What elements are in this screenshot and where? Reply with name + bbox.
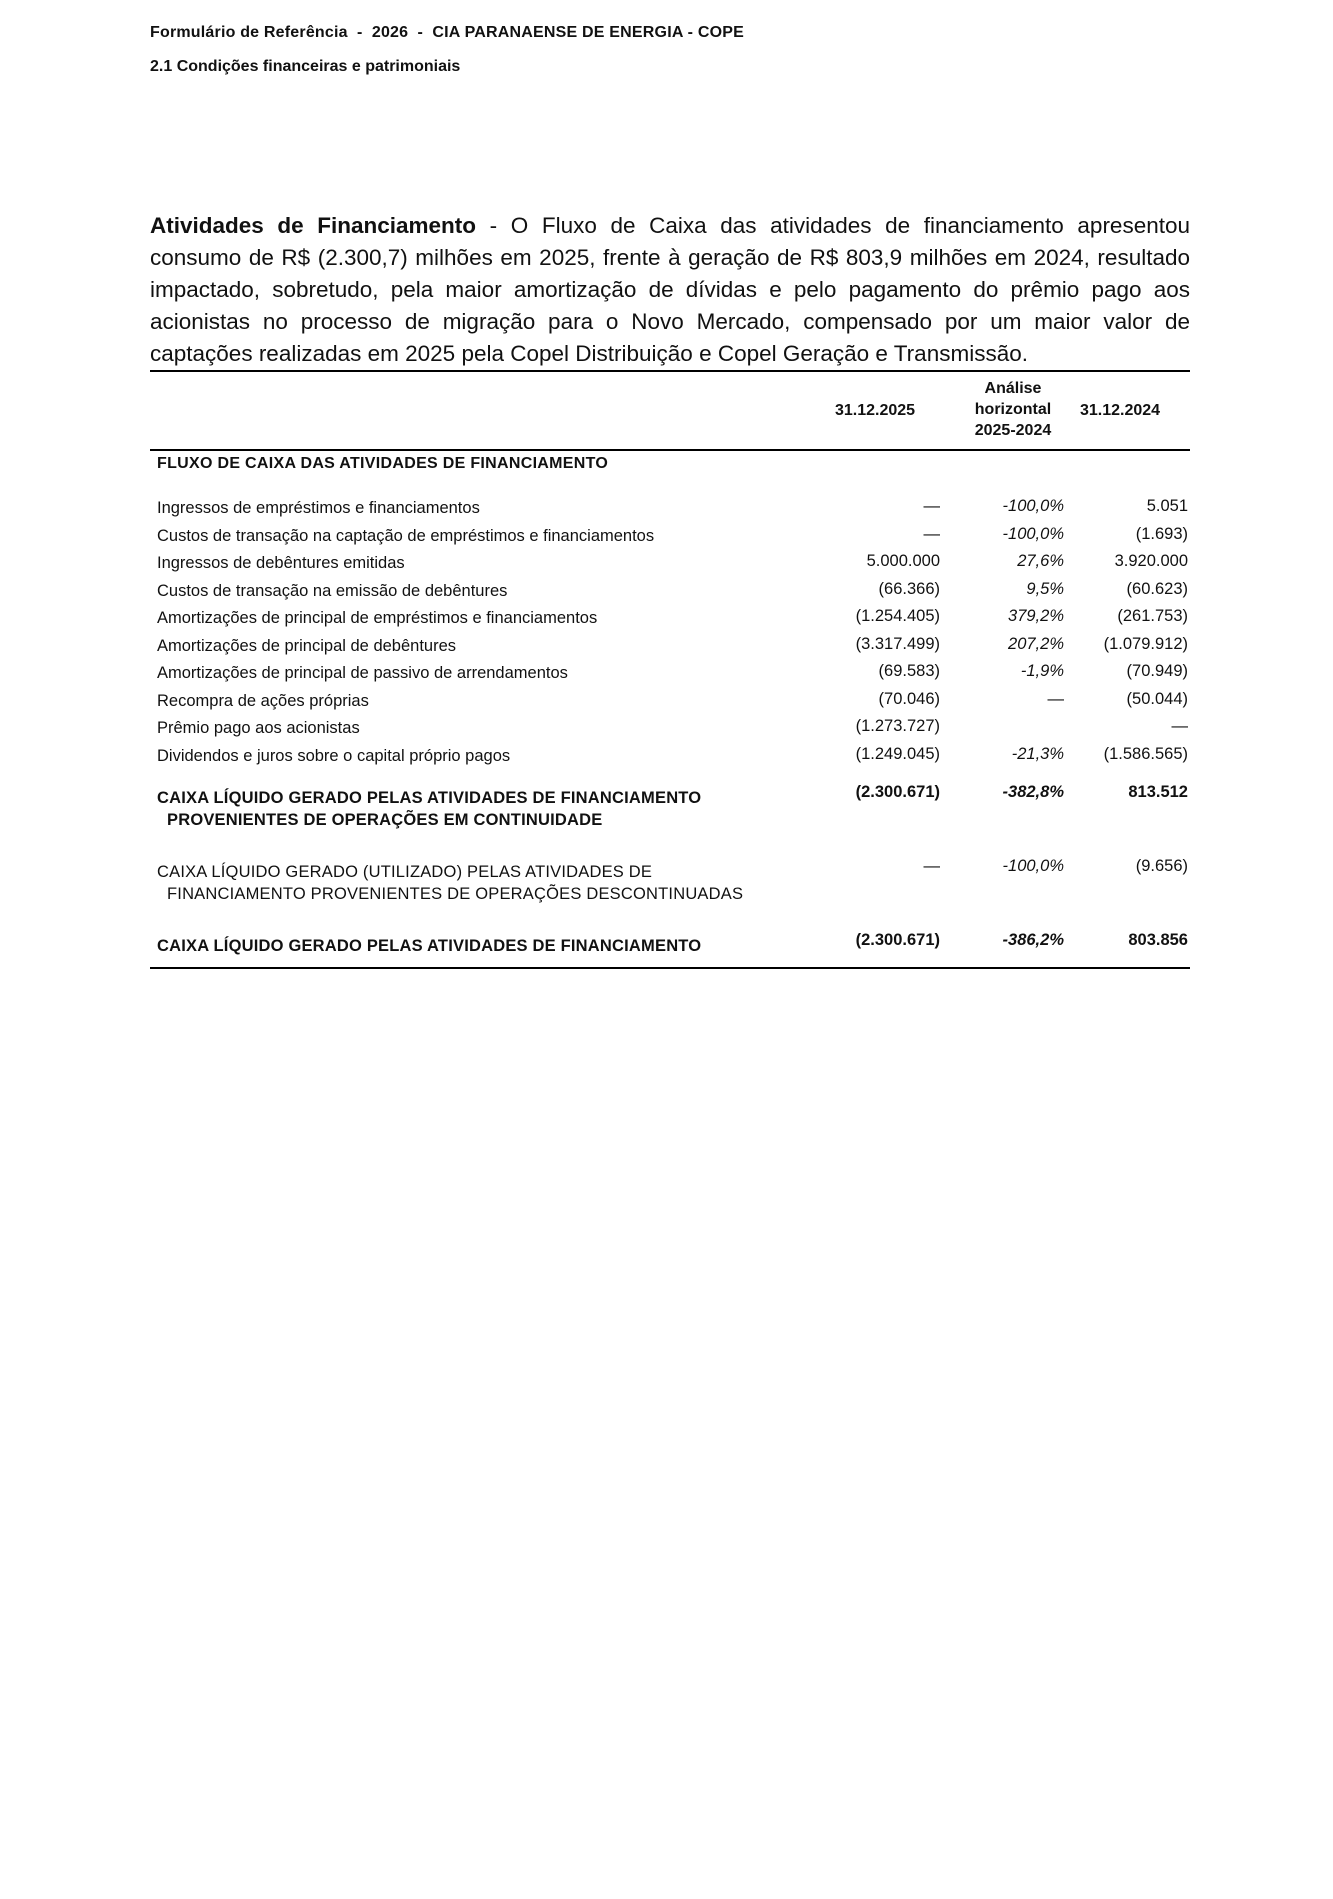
table-row bbox=[150, 658, 1190, 686]
row-value-2025: (1.273.727) bbox=[855, 717, 940, 735]
row-label: Dividendos e juros sobre o capital próprio pagos bbox=[157, 746, 511, 765]
row-variation: -21,3% bbox=[1011, 744, 1064, 763]
table-row bbox=[150, 713, 1190, 741]
column-header-horizontal-line3: 2025-2024 bbox=[974, 422, 1052, 439]
financing-total-2025: (2.300.671) bbox=[855, 931, 940, 949]
table-row bbox=[150, 686, 1190, 714]
row-value-2024: — bbox=[1171, 717, 1188, 735]
row-label: Recompra de ações próprias bbox=[157, 691, 369, 710]
row-variation: -100,0% bbox=[1002, 497, 1064, 515]
table-header bbox=[150, 372, 1190, 449]
row-label: Ingressos de empréstimos e financiamentos bbox=[157, 499, 480, 517]
row-label: Amortizações de principal de debêntures bbox=[157, 636, 457, 655]
section-title-text: FLUXO DE CAIXA DAS ATIVIDADES DE FINANCIAMENTO bbox=[157, 455, 609, 472]
financing-activities-paragraph bbox=[150, 210, 1190, 370]
discontinued-label-line2: FINANCIAMENTO PROVENIENTES DE OPERAÇÕES DESCONTINUADAS bbox=[167, 885, 744, 903]
row-value-2024: (60.623) bbox=[1126, 579, 1188, 598]
row-value-2025: — bbox=[923, 524, 940, 543]
row-label: Custos de transação na emissão de debêntures bbox=[157, 581, 508, 600]
row-variation: 207,2% bbox=[1008, 634, 1064, 653]
row-label: Amortizações de principal de empréstimos e financiamentos bbox=[157, 609, 598, 627]
row-label: Custos de transação na captação de empréstimos e financiamentos bbox=[157, 526, 655, 545]
row-value-2025: (66.366) bbox=[878, 579, 940, 598]
row-variation: -1,9% bbox=[1020, 662, 1064, 680]
column-header-horizontal-line1: Análise bbox=[984, 380, 1042, 397]
document-section-title: 2.1 Condições financeiras e patrimoniais bbox=[150, 58, 461, 75]
row-value-2024: (261.753) bbox=[1117, 607, 1188, 625]
financing-total-row bbox=[150, 931, 1190, 967]
row-value-2024: (50.044) bbox=[1126, 689, 1188, 708]
row-value-2025: (69.583) bbox=[878, 662, 940, 680]
financing-total-variation: -386,2% bbox=[1002, 931, 1064, 949]
continuing-total-label-line2: PROVENIENTES DE OPERAÇÕES EM CONTINUIDADE bbox=[167, 811, 603, 829]
row-variation: 379,2% bbox=[1008, 607, 1064, 625]
row-value-2024: (1.079.912) bbox=[1103, 634, 1188, 653]
table-row bbox=[150, 576, 1190, 604]
financing-total-label: CAIXA LÍQUIDO GERADO PELAS ATIVIDADES DE FINANCIAMENTO bbox=[157, 937, 702, 955]
financing-cash-flow-table bbox=[150, 370, 1190, 969]
table-section-title bbox=[150, 451, 1190, 479]
discontinued-operations-row bbox=[150, 857, 1190, 931]
continuing-total-label-line1: CAIXA LÍQUIDO GERADO PELAS ATIVIDADES DE FINANCIAMENTO bbox=[157, 789, 702, 807]
row-label: Ingressos de debêntures emitidas bbox=[157, 554, 405, 572]
row-label: Amortizações de principal de passivo de arrendamentos bbox=[157, 664, 568, 682]
row-variation: -100,0% bbox=[1002, 524, 1064, 543]
table-row bbox=[150, 603, 1190, 631]
row-variation: 9,5% bbox=[1026, 579, 1064, 598]
column-header-2024: 31.12.2024 bbox=[1079, 402, 1161, 419]
paragraph-body: - O Fluxo de Caixa das atividades de financiamento apresentou consumo de R$ (2.300,7) milhões em 2025, frente à geração de R$ 803,9 milhões em 2024, resultado impactado, sobretudo, pela maior amortização de dívidas e pelo pagamento do prêmio pago aos acionistas no processo de migração para o Novo Mercado, compensado por um maior valor de captações realizadas em 2025 pela Copel Distribuição e Copel Geração e Transmissão. bbox=[150, 212, 1190, 366]
row-variation: 27,6% bbox=[1017, 552, 1064, 570]
table-rows bbox=[150, 493, 1190, 768]
continuing-total-label bbox=[157, 787, 701, 831]
continuing-total-2025: (2.300.671) bbox=[855, 783, 940, 801]
row-value-2024: 5.051 bbox=[1146, 497, 1188, 515]
continuing-operations-total-row bbox=[150, 783, 1190, 857]
spacer bbox=[150, 479, 1190, 493]
discontinued-2025: — bbox=[923, 857, 940, 875]
column-header-2025: 31.12.2025 bbox=[834, 402, 916, 419]
row-value-2024: (1.586.565) bbox=[1103, 744, 1188, 763]
discontinued-variation: -100,0% bbox=[1002, 857, 1064, 875]
document-header-title: Formulário de Referência - 2026 - CIA PARANAENSE DE ENERGIA - COPE bbox=[150, 24, 744, 41]
row-value-2024: (70.949) bbox=[1126, 662, 1188, 680]
row-value-2025: (1.254.405) bbox=[855, 607, 940, 625]
row-value-2025: — bbox=[923, 497, 940, 515]
column-header-horizontal-line2: horizontal bbox=[974, 401, 1052, 418]
row-value-2024: 3.920.000 bbox=[1114, 552, 1188, 570]
row-value-2025: 5.000.000 bbox=[866, 552, 940, 570]
paragraph-lead: Atividades de Financiamento bbox=[150, 212, 477, 238]
table-row bbox=[150, 548, 1190, 576]
table-row bbox=[150, 521, 1190, 549]
discontinued-2024: (9.656) bbox=[1135, 857, 1188, 875]
table-row bbox=[150, 741, 1190, 769]
continuing-total-2024: 813.512 bbox=[1128, 783, 1188, 801]
row-variation: — bbox=[1047, 689, 1064, 708]
continuing-total-variation: -382,8% bbox=[1002, 783, 1064, 801]
table-row bbox=[150, 631, 1190, 659]
table-bottom-rule bbox=[150, 967, 1190, 969]
spacer bbox=[150, 768, 1190, 783]
row-value-2024: (1.693) bbox=[1135, 524, 1188, 543]
table-row bbox=[150, 493, 1190, 521]
row-value-2025: (1.249.045) bbox=[855, 744, 940, 763]
financing-total-2024: 803.856 bbox=[1128, 931, 1188, 949]
row-value-2025: (3.317.499) bbox=[855, 634, 940, 653]
discontinued-label bbox=[157, 861, 743, 905]
row-value-2025: (70.046) bbox=[878, 689, 940, 708]
discontinued-label-line1: CAIXA LÍQUIDO GERADO (UTILIZADO) PELAS ATIVIDADES DE bbox=[157, 863, 653, 881]
row-label: Prêmio pago aos acionistas bbox=[157, 719, 360, 737]
